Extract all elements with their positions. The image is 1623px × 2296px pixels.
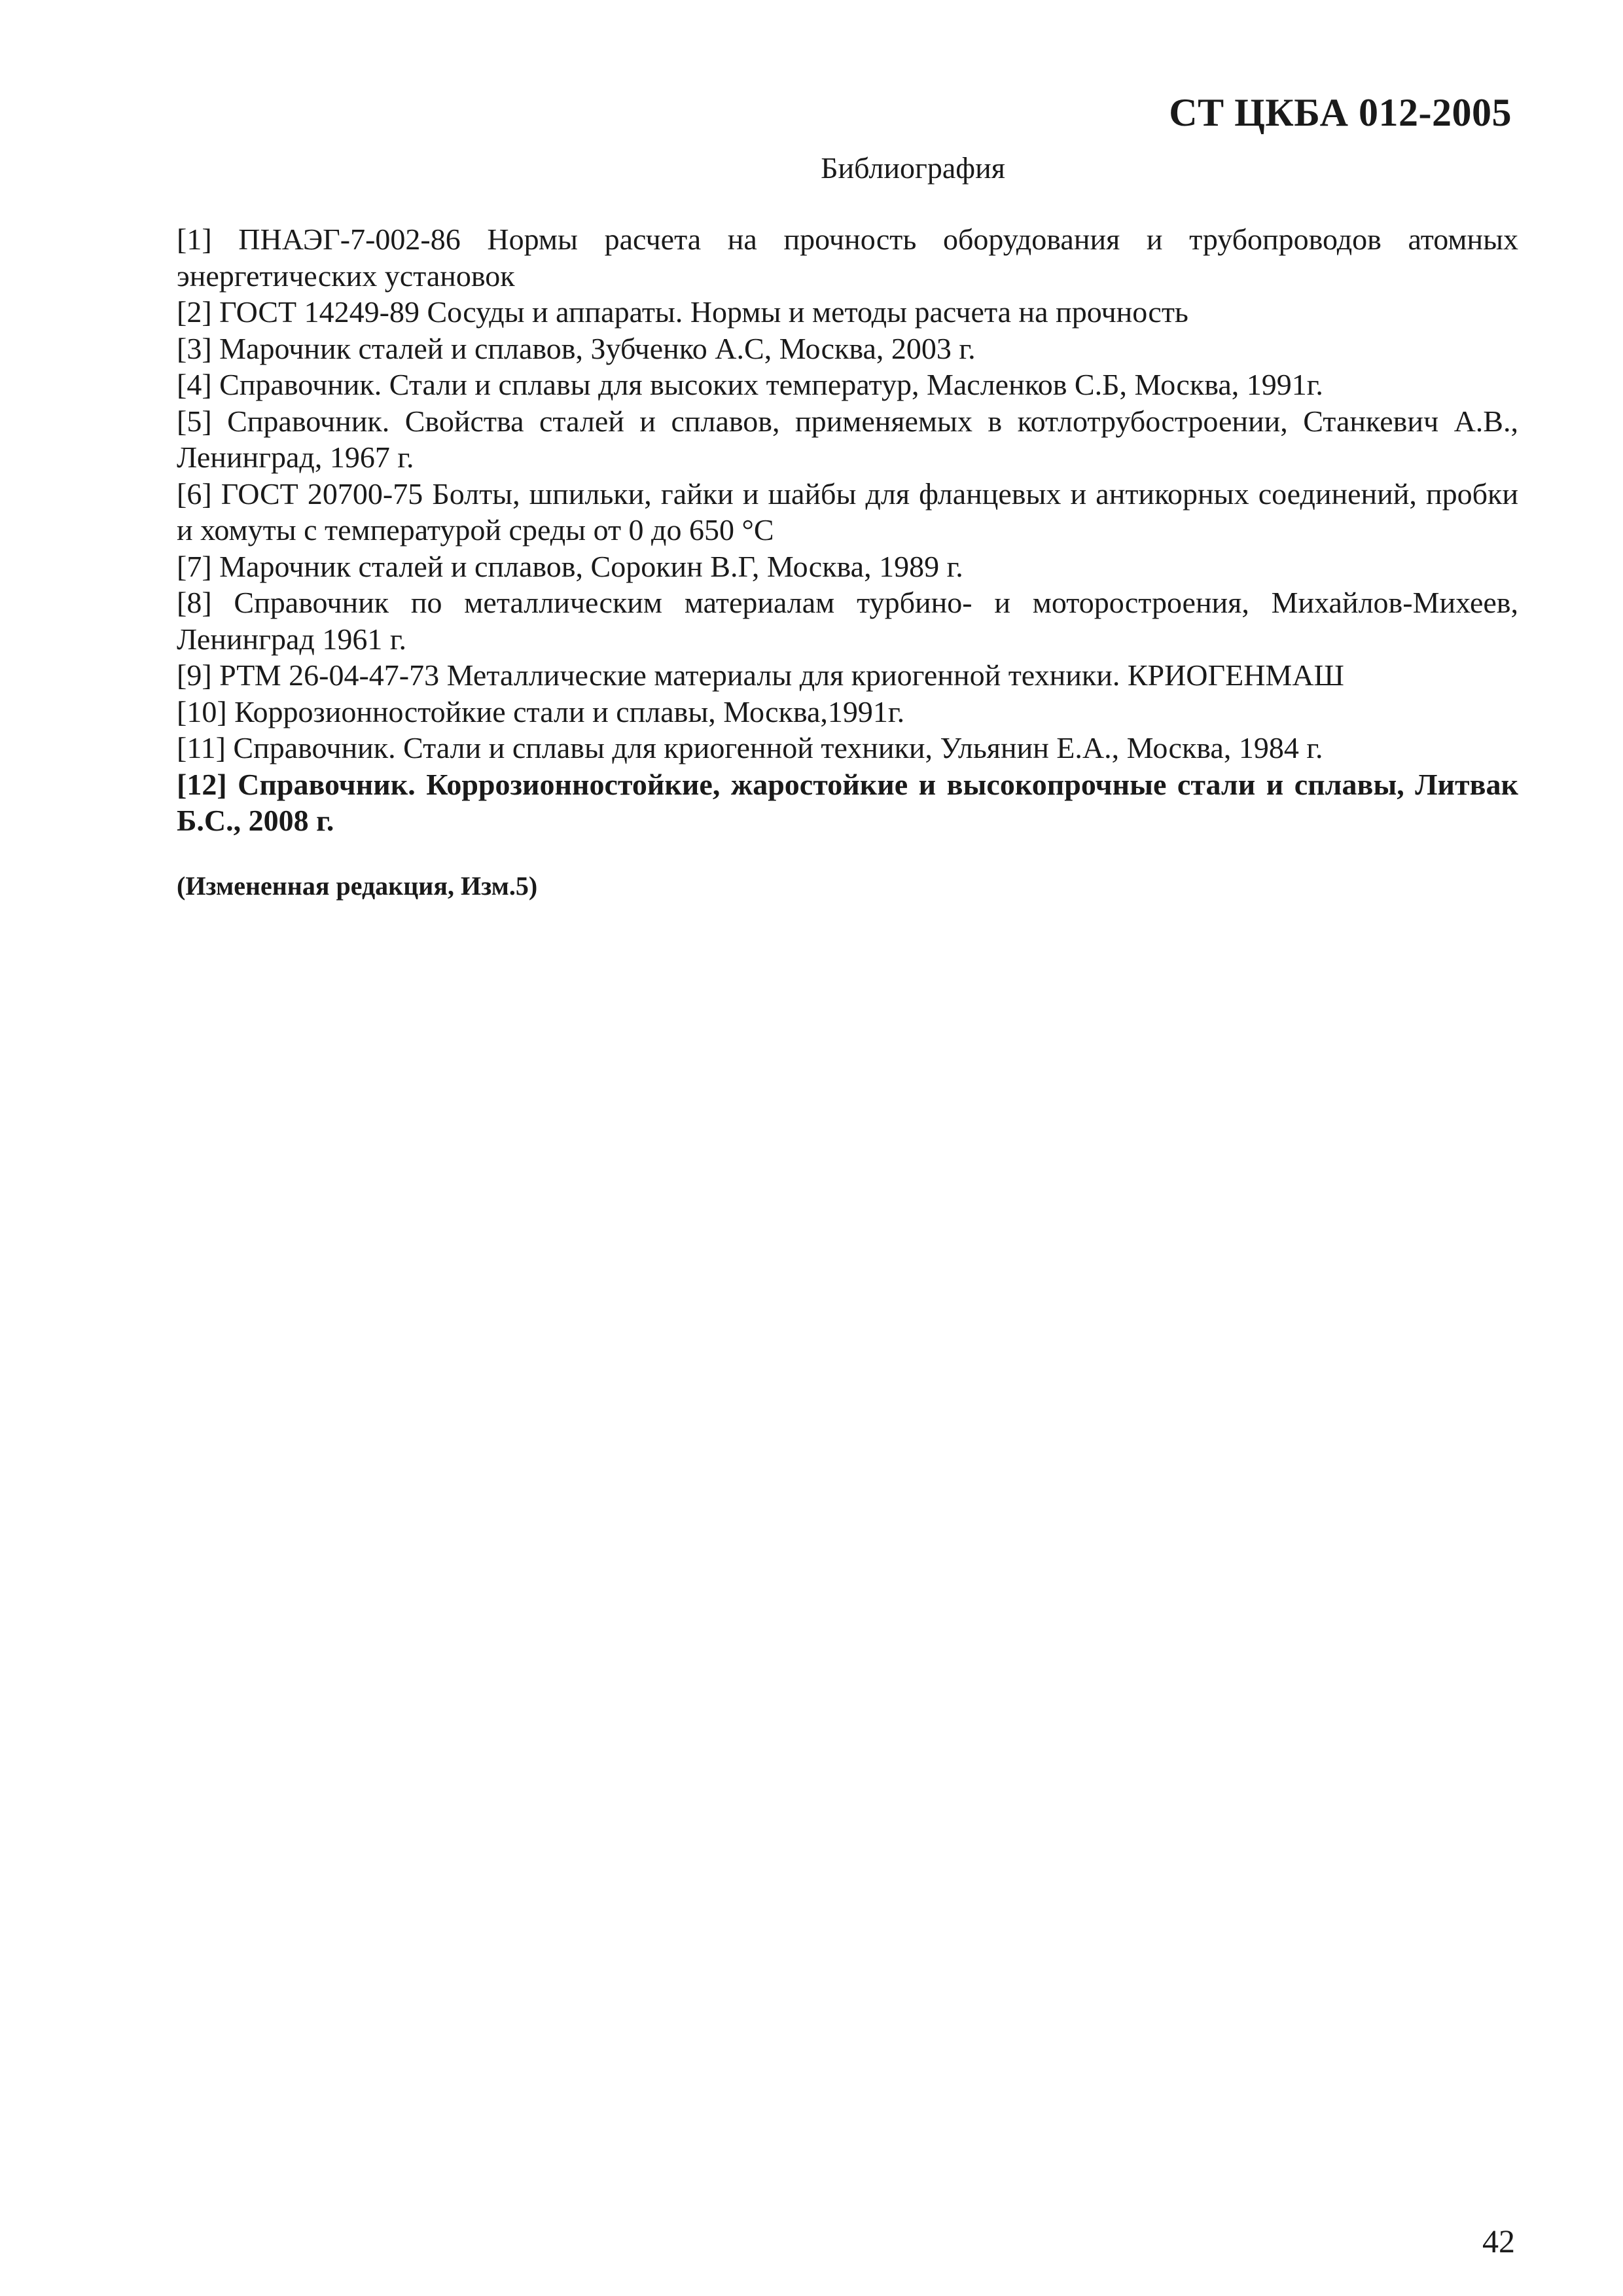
- bibliography-title: Библиография: [821, 151, 1005, 185]
- page-number: 42: [1482, 2223, 1515, 2259]
- bibliography-item-8: [8] Справочник по металлическим материалам турбино- и моторостроения, Михайлов-Михеев, Ленинград 1961 г.: [177, 586, 1518, 656]
- bibliography-item-2: [2] ГОСТ 14249-89 Сосуды и аппараты. Нормы и методы расчета на прочность: [177, 295, 1188, 329]
- amendment-note: (Измененная редакция, Изм.5): [177, 871, 538, 901]
- bibliography-item-5: [5] Справочник. Свойства сталей и сплавов, применяемых в котлотрубостроении, Станкевич А.В., Ленинград, 1967 г.: [177, 404, 1518, 474]
- bibliography-item-1: [1] ПНАЭГ-7-002-86 Нормы расчета на прочность оборудования и трубопроводов атомных энергетических установок: [177, 223, 1518, 293]
- bibliography-list: [177, 221, 1518, 839]
- bibliography-item-11: [11] Справочник. Стали и сплавы для криогенной техники, Ульянин Е.А., Москва, 1984 г.: [177, 731, 1323, 764]
- document-code: СТ ЦКБА 012-2005: [1169, 91, 1512, 134]
- bibliography-item-7: [7] Марочник сталей и сплавов, Сорокин В.Г, Москва, 1989 г.: [177, 549, 963, 583]
- bibliography-item-10: [10] Коррозионностойкие стали и сплавы, Москва,1991г.: [177, 694, 905, 728]
- bibliography-item-4: [4] Справочник. Стали и сплавы для высоких температур, Масленков С.Б, Москва, 1991г.: [177, 368, 1323, 401]
- bibliography-item-9: [9] РТМ 26-04-47-73 Металлические материалы для криогенной техники. КРИОГЕНМАШ: [177, 658, 1344, 692]
- bibliography-item-6: [6] ГОСТ 20700-75 Болты, шпильки, гайки и шайбы для фланцевых и антикорных соединений, пробки и хомуты с температурой среды от 0 до 650 °С: [177, 476, 1518, 547]
- bibliography-item-3: [3] Марочник сталей и сплавов, Зубченко А.С, Москва, 2003 г.: [177, 331, 976, 365]
- bibliography-item-12: [12] Справочник. Коррозионностойкие, жаростойкие и высокопрочные стали и сплавы, Литвак Б.С., 2008 г.: [177, 767, 1518, 837]
